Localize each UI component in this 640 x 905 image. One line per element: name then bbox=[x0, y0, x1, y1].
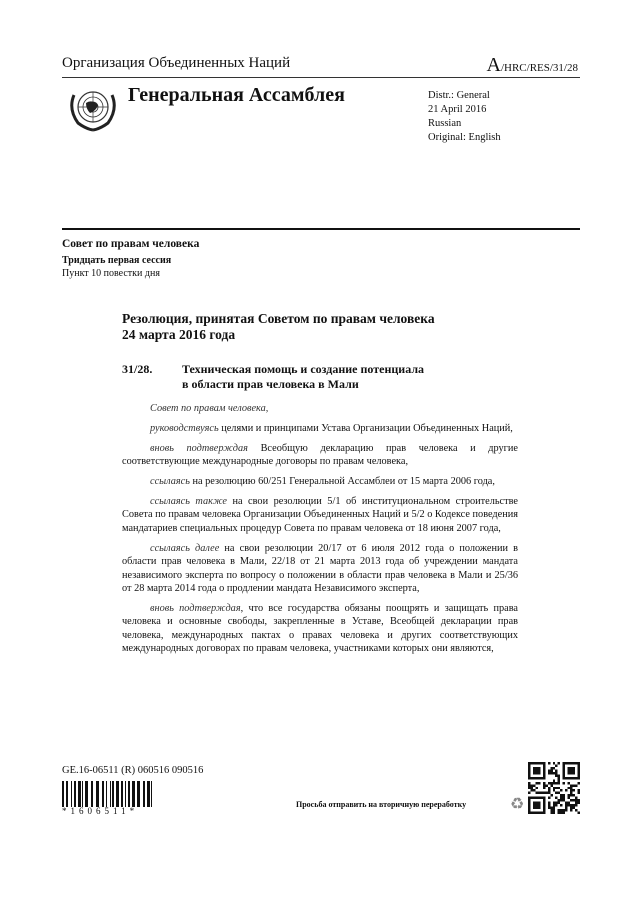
paragraph-text: на резолюцию 60/251 Генеральной Ассамблеи от 15 марта 2006 года, bbox=[189, 476, 495, 488]
paragraph bbox=[122, 442, 518, 469]
document-symbol bbox=[487, 54, 578, 77]
recycle-icon: ♻ bbox=[510, 796, 525, 813]
distribution-info bbox=[428, 89, 501, 145]
lead-phrase: руководствуясь bbox=[150, 422, 219, 434]
paragraph bbox=[122, 495, 518, 535]
agenda-item: Пункт 10 повестки дня bbox=[62, 268, 160, 279]
un-emblem-icon bbox=[64, 83, 122, 133]
lead-phrase: вновь подтверждая bbox=[150, 602, 241, 614]
lead-phrase: ссылаясь также bbox=[150, 496, 227, 508]
paragraph bbox=[122, 542, 518, 596]
title-line: 24 марта 2016 года bbox=[122, 327, 236, 342]
recycle-note: Просьба отправить на вторичную переработку bbox=[296, 800, 467, 809]
lead-phrase: Совет по правам человека, bbox=[150, 403, 269, 414]
session-name: Тридцать первая сессия bbox=[62, 255, 172, 266]
symbol-code: /HRC/RES/31/28 bbox=[500, 62, 578, 74]
document-code: GE.16-06511 (R) 060516 090516 bbox=[62, 765, 204, 776]
assembly-name: Генеральная Ассамблея bbox=[128, 84, 345, 106]
paragraph-text: целями и принципами Устава Организации Объединенных Наций, bbox=[218, 422, 513, 434]
paragraph bbox=[122, 402, 518, 415]
preamble bbox=[122, 402, 518, 662]
paragraph-text: Всеобщую декларацию прав человека и другие соответствующие международные договоры по правам человека, bbox=[122, 442, 518, 468]
paragraph-text: на свои резолюции 5/1 об институциональном строительстве Совета по правам человека Организации Объединенных Наций и 5/2 о Кодексе поведения мандатариев специальных процедур Совета по правам человека от 18 июня 2007 года, bbox=[122, 496, 518, 534]
resolution-title-line: в области прав человека в Мали bbox=[182, 377, 359, 391]
document-title bbox=[122, 311, 435, 343]
symbol-letter: A bbox=[486, 54, 501, 76]
paragraph-text: , что все государства обязаны поощрять и защищать права человека и основные свободы, закрепленные в Уставе, Всеобщей декларации прав человека, международных пактах о правах человека и других соответствующих международных договорах по правам человека, участниками которых они являются, bbox=[122, 602, 518, 655]
lead-phrase: ссылаясь далее bbox=[150, 542, 220, 554]
paragraph bbox=[122, 422, 518, 435]
barcode-icon bbox=[62, 781, 152, 807]
language-line: Russian bbox=[428, 118, 462, 129]
resolution-title bbox=[182, 362, 424, 392]
resolution-title-line: Техническая помощь и создание потенциала bbox=[182, 362, 425, 376]
barcode-number: *1606511* bbox=[62, 806, 139, 816]
qr-code-icon bbox=[528, 762, 580, 814]
resolution-number: 31/28. bbox=[122, 362, 153, 376]
header-rule bbox=[62, 77, 580, 78]
organization-name: Организация Объединенных Наций bbox=[62, 55, 291, 71]
paragraph bbox=[122, 602, 518, 656]
lead-phrase: вновь подтверждая bbox=[150, 442, 248, 454]
date-line: 21 April 2016 bbox=[428, 104, 487, 115]
distr-line: Distr.: General bbox=[428, 90, 490, 101]
section-rule bbox=[62, 228, 580, 230]
lead-phrase: ссылаясь bbox=[150, 476, 190, 488]
paragraph-text: на свои резолюции 20/17 от 6 июля 2012 года о положении в области прав человека в Мали, 22/18 от 21 марта 2013 года об учреждении мандата независимого эксперта по вопросу о положении в области прав человека в Мали и 25/36 от 28 марта 2014 года о продлении мандата Независимого эксперта, bbox=[122, 542, 518, 594]
paragraph bbox=[122, 475, 518, 488]
original-line: Original: English bbox=[428, 132, 501, 143]
council-name: Совет по правам человека bbox=[62, 238, 200, 250]
title-line: Резолюция, принятая Советом по правам человека bbox=[122, 311, 435, 326]
